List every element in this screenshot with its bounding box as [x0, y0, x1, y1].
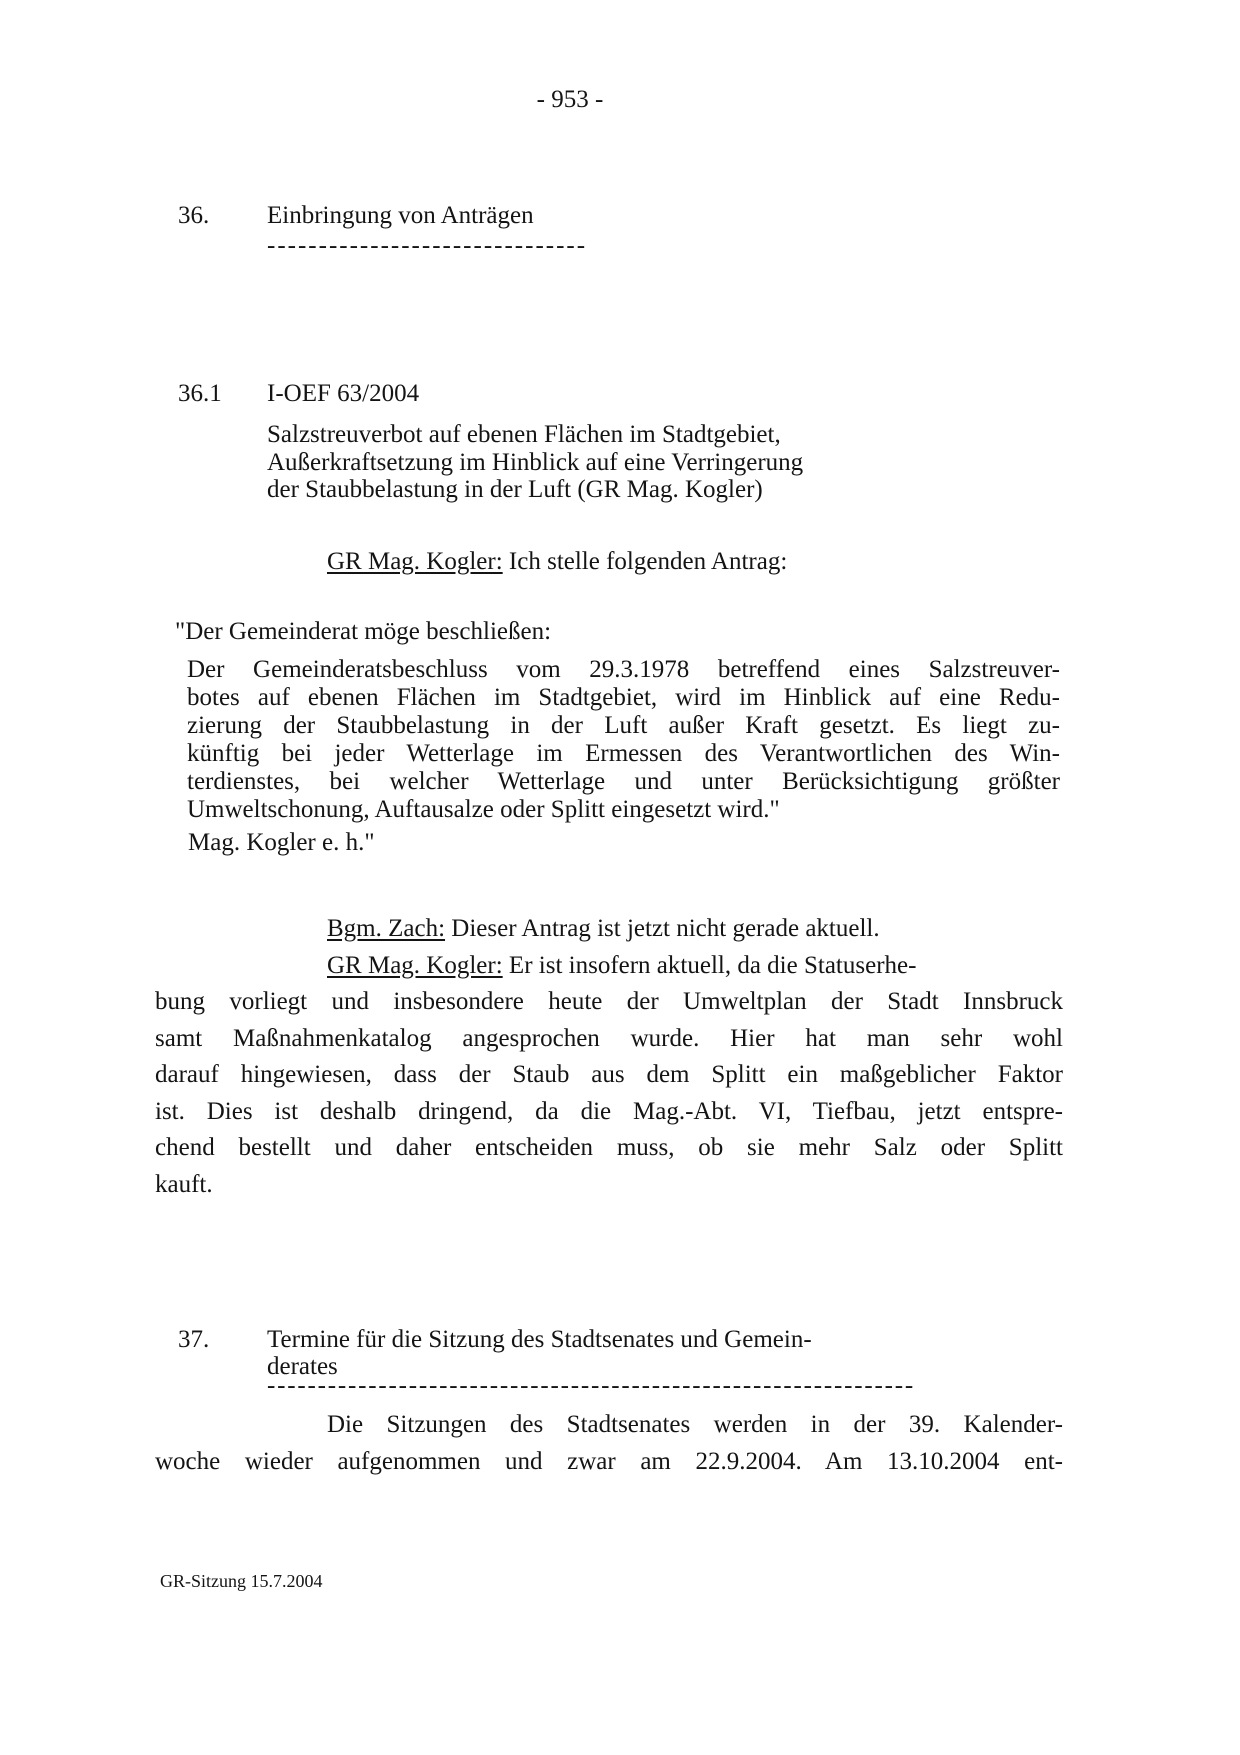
page-number: - 953 -	[536, 86, 604, 113]
text-line: zierung der Staubbelastung in der Luft außer Kraft gesetzt. Es liegt zu-	[187, 712, 1060, 739]
section-37-paragraph	[155, 1407, 1063, 1480]
text-line: der Staubbelastung in der Luft (GR Mag. Kogler)	[267, 476, 763, 503]
speech-zach-line	[155, 911, 1063, 948]
text-line: chend bestellt und daher entscheiden muss, ob sie mehr Salz oder Splitt	[155, 1134, 1063, 1161]
section-36-underline: -------------------------------	[267, 232, 587, 259]
speech-intro-line	[155, 548, 1063, 576]
text-line: botes auf ebenen Flächen im Stadtgebiet, wird im Hinblick auf eine Redu-	[187, 684, 1060, 711]
text-line: bung vorliegt und insbesondere heute der Umweltplan der Stadt Innsbruck	[155, 988, 1063, 1015]
item-36-1-code: I-OEF 63/2004	[267, 380, 420, 407]
speech-kogler-2-body	[155, 984, 1063, 1203]
section-37-number: 37.	[178, 1326, 210, 1353]
speaker-kogler-1: GR Mag. Kogler:	[327, 548, 503, 575]
text-line: Umweltschonung, Auftausalze oder Splitt eingesetzt wird."	[187, 796, 780, 823]
item-36-1-number: 36.1	[178, 380, 222, 407]
speaker-kogler-2: GR Mag. Kogler:	[327, 951, 503, 979]
text-line: kauft.	[155, 1170, 213, 1198]
text-line: darauf hingewiesen, dass der Staub aus dem Splitt ein maßgeblicher Faktor	[155, 1061, 1063, 1088]
text-line: terdienstes, bei welcher Wetterlage und unter Berücksichtigung größter	[187, 768, 1060, 795]
text-line: Außerkraftsetzung im Hinblick auf eine Verringerung	[267, 448, 804, 476]
section-36-title: Einbringung von Anträgen	[267, 202, 534, 229]
motion-signature: Mag. Kogler e. h."	[188, 829, 375, 856]
text-line: Salzstreuverbot auf ebenen Flächen im Stadtgebiet,	[267, 421, 781, 448]
speech-kogler-2-text: Er ist insofern aktuell, da die Statuserhe-	[502, 951, 917, 979]
section-37-paragraph-body	[155, 1444, 1063, 1481]
motion-opening: "Der Gemeinderat möge beschließen:	[175, 618, 552, 645]
section-37-paragraph-first-line: Die Sitzungen des Stadtsenates werden in der 39. Kalender-	[327, 1411, 1063, 1438]
speaker-zach: Bgm. Zach:	[327, 915, 446, 942]
speech-zach-text: Dieser Antrag ist jetzt nicht gerade aktuell.	[445, 915, 880, 942]
section-37-underline: ----------------------------------------------------------------	[267, 1372, 916, 1399]
text-line: künftig bei jeder Wetterlage im Ermessen des Verantwortlichen des Win-	[187, 740, 1060, 767]
text-line: Termine für die Sitzung des Stadtsenates und Gemein-	[267, 1326, 812, 1353]
text-line: samt Maßnahmenkatalog angesprochen wurde. Hier hat man sehr wohl	[155, 1024, 1063, 1052]
footer-session-label: GR-Sitzung 15.7.2004	[160, 1571, 323, 1591]
text-line: Der Gemeinderatsbeschluss vom 29.3.1978 betreffend eines Salzstreuver-	[187, 656, 1060, 683]
text-line: woche wieder aufgenommen und zwar am 22.9.2004. Am 13.10.2004 ent-	[155, 1447, 1063, 1475]
speech-kogler-2-first-line	[155, 948, 1063, 985]
text-line: derates	[267, 1353, 338, 1380]
dialogue-block	[155, 911, 1063, 1203]
motion-body	[187, 656, 1060, 824]
section-36-number: 36.	[178, 202, 210, 229]
text-line: ist. Dies ist deshalb dringend, da die Mag.-Abt. VI, Tiefbau, jetzt entspre-	[155, 1097, 1063, 1125]
item-36-1-subtitle	[267, 421, 803, 504]
speech-intro-text: Ich stelle folgenden Antrag:	[502, 548, 788, 575]
